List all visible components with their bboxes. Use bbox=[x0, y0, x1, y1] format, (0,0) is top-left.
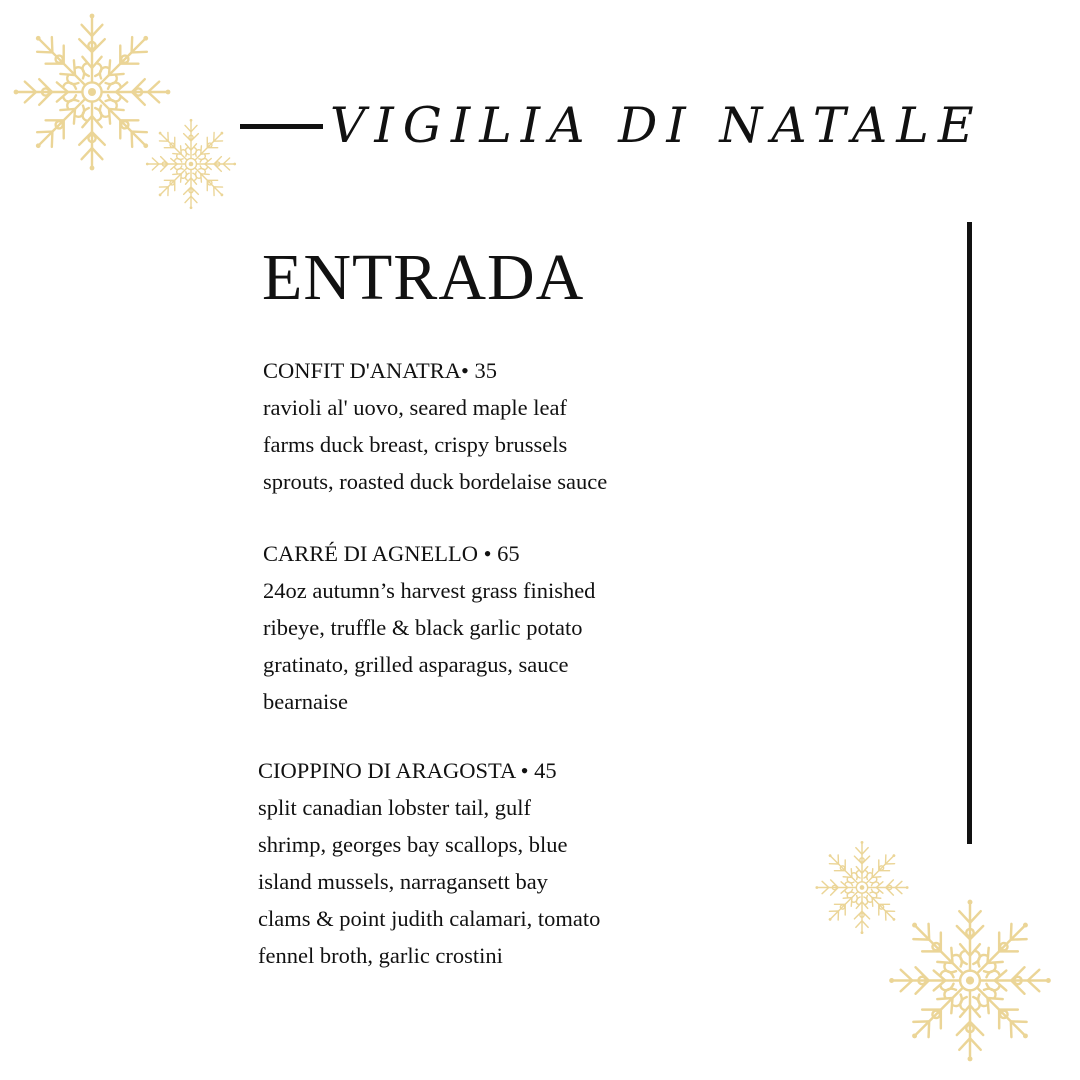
menu-item bbox=[263, 535, 733, 720]
menu-item bbox=[263, 352, 733, 500]
snowflake-icon bbox=[875, 898, 1065, 1063]
menu-item-description: 24oz autumn’s harvest grass finished ribeye, truffle & black garlic potato gratinato, grilled asparagus, sauce bearnaise bbox=[263, 578, 596, 714]
menu-item-description: ravioli al' uovo, seared maple leaf farms duck breast, crispy brussels sprouts, roasted duck bordelaise sauce bbox=[263, 395, 608, 494]
section-heading: ENTRADA bbox=[262, 241, 585, 314]
vertical-rule-divider bbox=[967, 222, 972, 844]
menu-item-name-price: CONFIT D'ANATRA• 35 bbox=[263, 358, 498, 383]
menu-item-name-price: CARRÉ DI AGNELLO • 65 bbox=[263, 541, 520, 566]
menu-item bbox=[258, 752, 728, 974]
snowflake-icon bbox=[138, 118, 244, 210]
menu-item-description: split canadian lobster tail, gulf shrimp, georges bay scallops, blue island mussels, narragansett bay clams & point judith calamari, tomato fennel broth, garlic crostini bbox=[258, 795, 601, 968]
page-title: VIGILIA DI NATALE bbox=[330, 97, 983, 154]
title-dash-divider bbox=[240, 124, 323, 129]
menu-item-name-price: CIOPPINO DI ARAGOSTA • 45 bbox=[258, 758, 557, 783]
